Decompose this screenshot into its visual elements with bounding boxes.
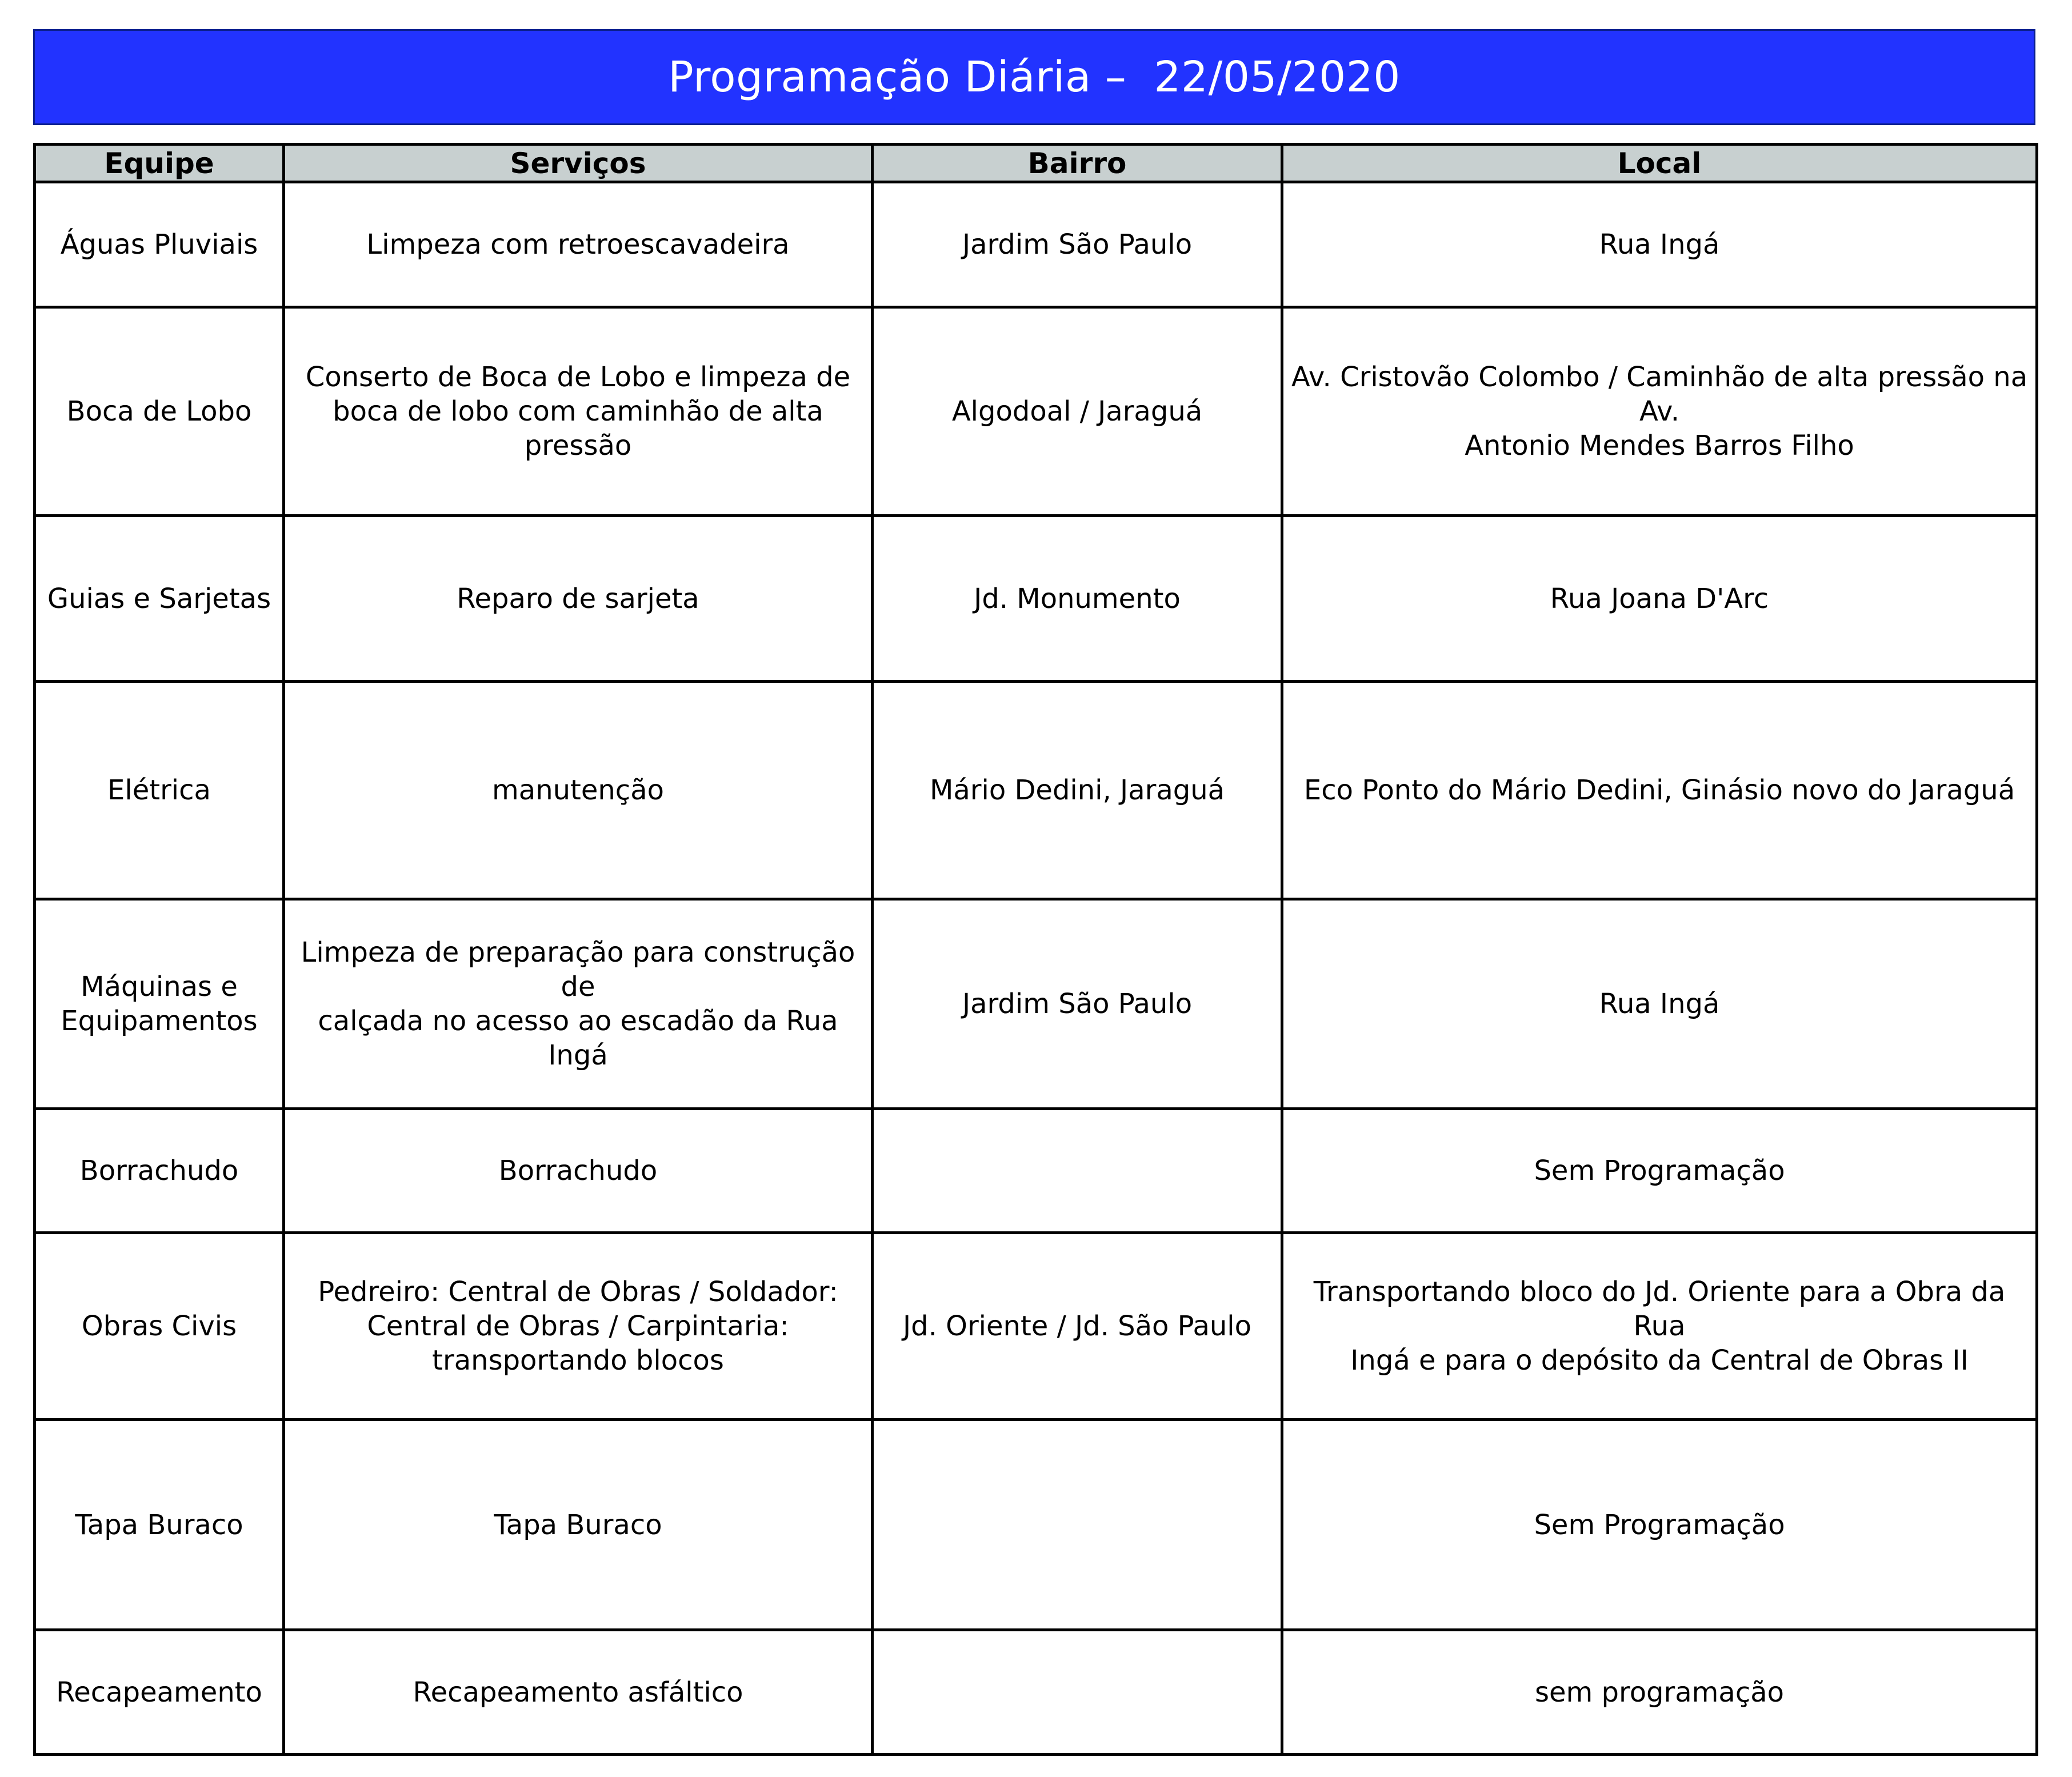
cell-servicos: Limpeza de preparação para construção de calçada no acesso ao escadão da Rua Ingá xyxy=(284,899,873,1109)
table-row xyxy=(35,1109,2037,1233)
cell-equipe: Borrachudo xyxy=(35,1109,284,1233)
title-banner xyxy=(33,29,2035,125)
table-row xyxy=(35,899,2037,1109)
cell-servicos: Borrachudo xyxy=(284,1109,873,1233)
table-row xyxy=(35,1420,2037,1630)
cell-servicos: Conserto de Boca de Lobo e limpeza de boca de lobo com caminhão de alta pressão xyxy=(284,307,873,516)
table-row xyxy=(35,182,2037,307)
column-header-servicos: Serviços xyxy=(284,145,873,182)
cell-equipe: Tapa Buraco xyxy=(35,1420,284,1630)
cell-local: Eco Ponto do Mário Dedini, Ginásio novo do Jaraguá xyxy=(1282,682,2037,899)
cell-servicos: Recapeamento asfáltico xyxy=(284,1630,873,1755)
schedule-table xyxy=(33,143,2038,1756)
page-title: Programação Diária – 22/05/2020 xyxy=(668,53,1401,102)
cell-bairro xyxy=(873,1630,1282,1755)
cell-bairro xyxy=(873,1109,1282,1233)
cell-servicos: Limpeza com retroescavadeira xyxy=(284,182,873,307)
cell-local: Rua Joana D'Arc xyxy=(1282,516,2037,682)
cell-bairro: Algodoal / Jaraguá xyxy=(873,307,1282,516)
table-row xyxy=(35,682,2037,899)
cell-equipe: Obras Civis xyxy=(35,1233,284,1420)
cell-bairro: Jardim São Paulo xyxy=(873,182,1282,307)
column-header-local: Local xyxy=(1282,145,2037,182)
cell-local: Sem Programação xyxy=(1282,1420,2037,1630)
cell-bairro: Jd. Monumento xyxy=(873,516,1282,682)
column-header-bairro: Bairro xyxy=(873,145,1282,182)
cell-local: Rua Ingá xyxy=(1282,899,2037,1109)
cell-bairro xyxy=(873,1420,1282,1630)
column-header-equipe: Equipe xyxy=(35,145,284,182)
cell-bairro: Jd. Oriente / Jd. São Paulo xyxy=(873,1233,1282,1420)
table-row xyxy=(35,516,2037,682)
cell-servicos: manutenção xyxy=(284,682,873,899)
cell-equipe: Máquinas e Equipamentos xyxy=(35,899,284,1109)
cell-local: Transportando bloco do Jd. Oriente para a Obra da Rua Ingá e para o depósito da Central de Obras II xyxy=(1282,1233,2037,1420)
cell-equipe: Guias e Sarjetas xyxy=(35,516,284,682)
cell-bairro: Mário Dedini, Jaraguá xyxy=(873,682,1282,899)
table-row xyxy=(35,307,2037,516)
table-row xyxy=(35,1233,2037,1420)
table-header-row xyxy=(35,145,2037,182)
cell-equipe: Recapeamento xyxy=(35,1630,284,1755)
cell-equipe: Boca de Lobo xyxy=(35,307,284,516)
table-row xyxy=(35,1630,2037,1755)
cell-servicos: Pedreiro: Central de Obras / Soldador: Central de Obras / Carpintaria: transportando blocos xyxy=(284,1233,873,1420)
cell-local: Rua Ingá xyxy=(1282,182,2037,307)
cell-servicos: Tapa Buraco xyxy=(284,1420,873,1630)
cell-bairro: Jardim São Paulo xyxy=(873,899,1282,1109)
cell-local: Sem Programação xyxy=(1282,1109,2037,1233)
cell-equipe: Águas Pluviais xyxy=(35,182,284,307)
cell-servicos: Reparo de sarjeta xyxy=(284,516,873,682)
cell-local: sem programação xyxy=(1282,1630,2037,1755)
cell-equipe: Elétrica xyxy=(35,682,284,899)
cell-local: Av. Cristovão Colombo / Caminhão de alta pressão na Av. Antonio Mendes Barros Filho xyxy=(1282,307,2037,516)
